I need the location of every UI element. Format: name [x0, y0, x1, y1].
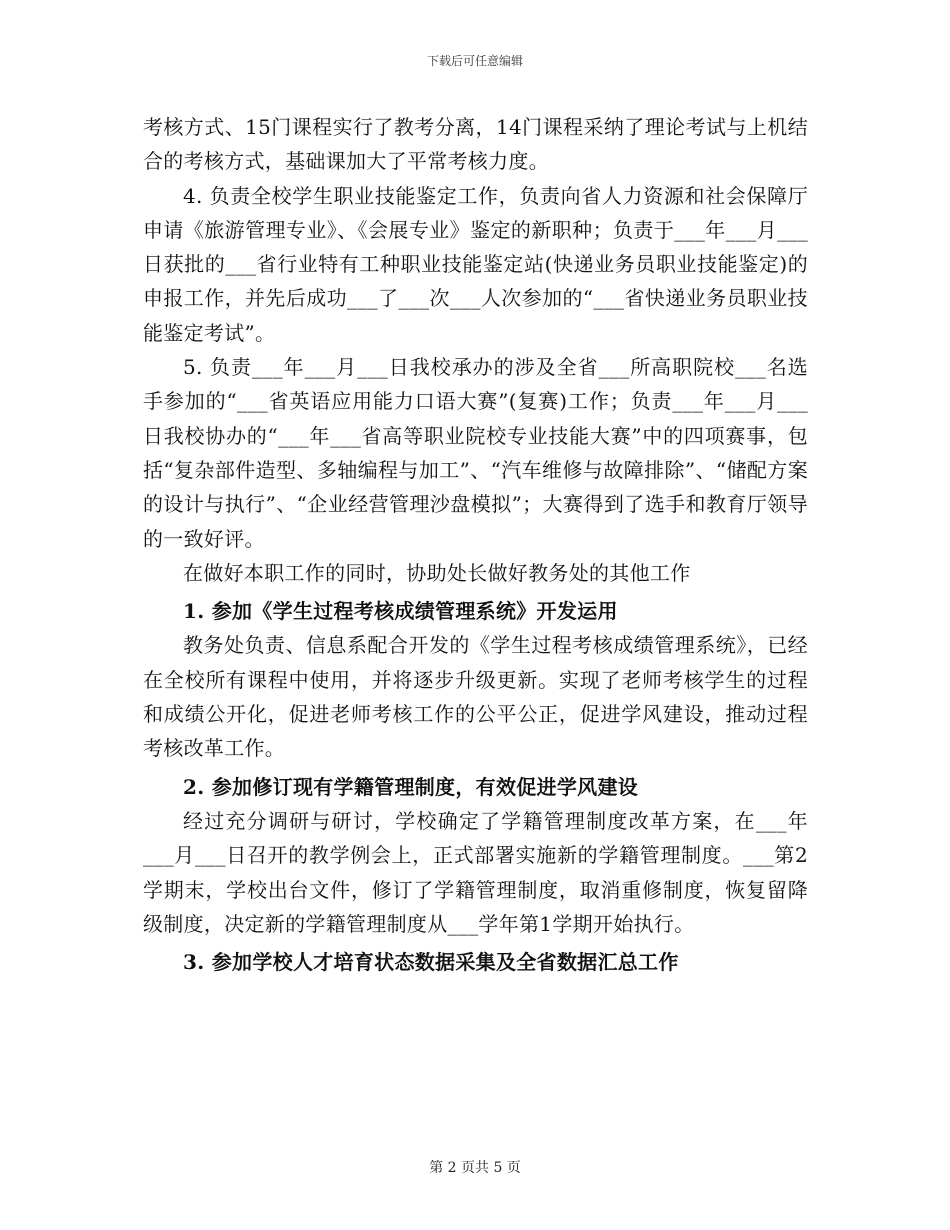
- section-heading-3: 3. 参加学校人才培育状态数据采集及全省数据汇总工作: [183, 950, 679, 975]
- document-body: [143, 110, 808, 979]
- page-header: 下载后可任意编辑: [426, 54, 523, 68]
- paragraph-intro-other-work: 在做好本职工作的同时，协助处长做好教务处的其他工作: [183, 560, 691, 585]
- paragraph-item-4: 4. 负责全校学生职业技能鉴定工作，负责向省人力资源和社会保障厅申请《旅游管理专业》、《会展专业》鉴定的新职种；负责于___年___月___日获批的___省行业特有工种职业技能鉴定站(快递业务员职业技能鉴定)的申报工作，并先后成功___了___次___人次参加的“___省快递业务员职业技能鉴定考试”。: [143, 183, 808, 345]
- page-footer: 第 2 页共 5 页: [429, 1160, 521, 1176]
- paragraph-continuation: 考核方式、15门课程实行了教考分离，14门课程采纳了理论考试与上机结合的考核方式，基础课加大了平常考核力度。: [143, 115, 808, 174]
- paragraph-section-1: 教务处负责、信息系配合开发的《学生过程考核成绩管理系统》，已经在全校所有课程中使用，并将逐步升级更新。实现了老师考核学生的过程和成绩公开化，促进老师考核工作的公平公正，促进学风建设，推动过程考核改革工作。: [143, 633, 808, 761]
- paragraph-section-2: 经过充分调研与研讨，学校确定了学籍管理制度改革方案，在___年___月___日召开的教学例会上，正式部署实施新的学籍管理制度。___第2学期末，学校出台文件，修订了学籍管理制度，取消重修制度，恢复留降级制度，决定新的学籍管理制度从___学年第1学期开始执行。: [143, 808, 808, 936]
- paragraph-item-5: 5. 负责___年___月___日我校承办的涉及全省___所高职院校___名选手参加的“___省英语应用能力口语大赛”(复赛)工作；负责___年___月___日我校协办的“___年___省高等职业院校专业技能大赛”中的四项赛事，包括“复杂部件造型、多轴编程与加工”、“汽车维修与故障排除”、“储配方案的设计与执行”、“企业经营管理沙盘模拟”；大赛得到了选手和教育厅领导的一致好评。: [143, 355, 808, 551]
- section-heading-2: 2. 参加修订现有学籍管理制度，有效促进学风建设: [183, 774, 639, 799]
- section-heading-1: 1. 参加《学生过程考核成绩管理系统》开发运用: [183, 599, 618, 624]
